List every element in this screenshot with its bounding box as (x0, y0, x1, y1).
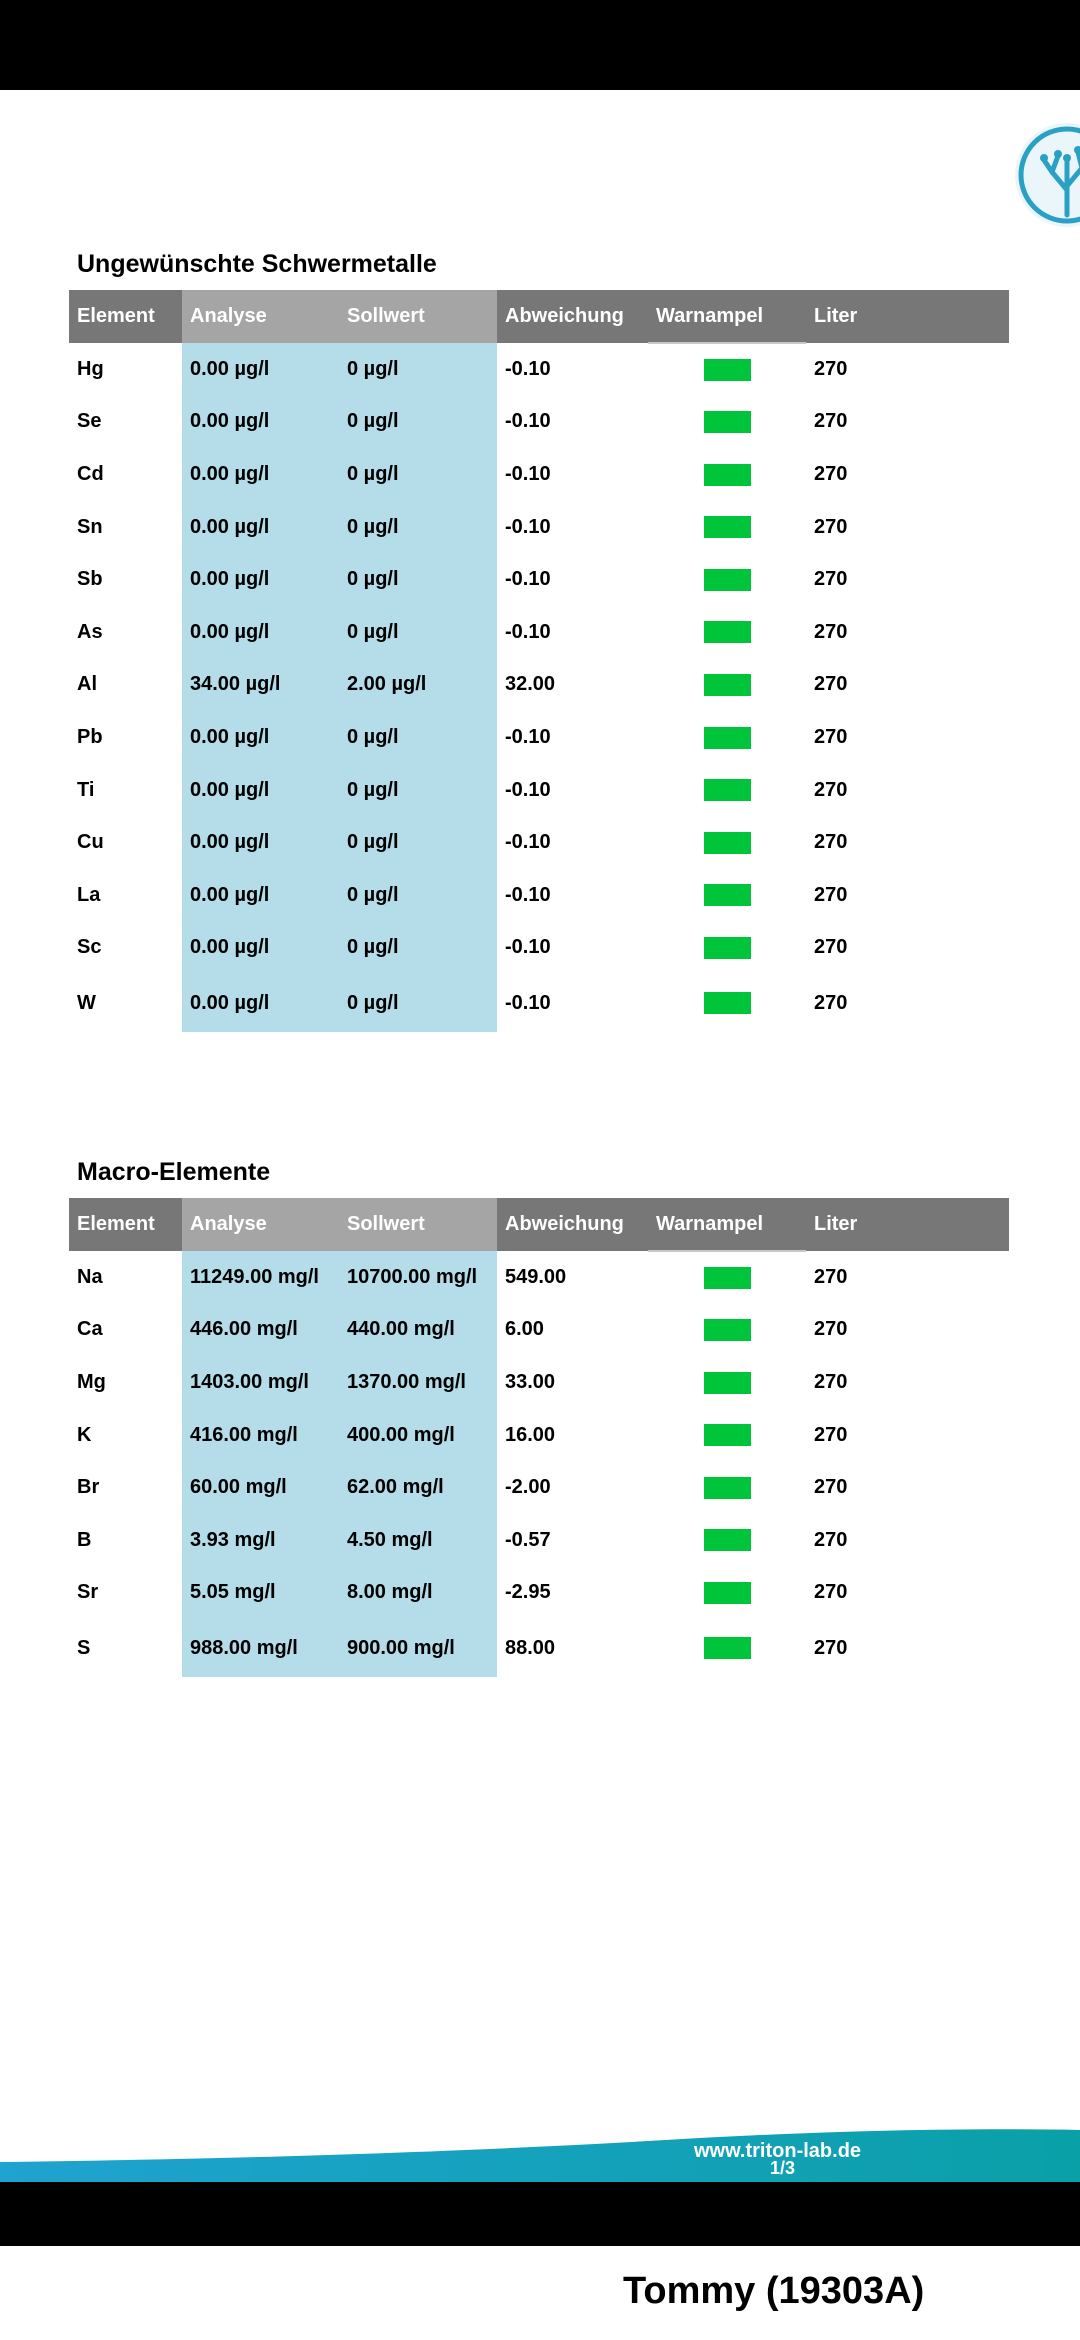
cell-element: Al (77, 673, 97, 696)
cell-liter: 270 (814, 357, 848, 380)
cell-element: Sb (77, 568, 103, 591)
cell-warnampel (648, 1567, 806, 1620)
cell-sollwert: 0 µg/l (339, 869, 497, 922)
table-row (69, 816, 1009, 869)
cell-analyse: 0.00 µg/l (182, 396, 339, 449)
cell-element: S (77, 1636, 91, 1659)
document-caption: Tommy (19303A) (623, 2270, 925, 2312)
cell-liter: 270 (814, 1423, 848, 1446)
warning-light-green (704, 569, 751, 591)
cell-liter: 270 (814, 1265, 848, 1288)
cell-analyse: 0.00 µg/l (182, 343, 339, 396)
cell-sollwert: 0 µg/l (339, 343, 497, 396)
cell-element: K (77, 1423, 92, 1446)
cell-warnampel (648, 553, 806, 606)
table-row (69, 553, 1009, 606)
cell-sollwert: 2.00 µg/l (339, 659, 497, 712)
cell-liter: 270 (814, 1581, 848, 1604)
cell-warnampel (648, 711, 806, 764)
header-liter: Liter (806, 1198, 1009, 1251)
warning-light-green (704, 1319, 751, 1341)
cell-warnampel (648, 764, 806, 817)
header-warnampel: Warnampel (648, 290, 806, 343)
warning-light-green (704, 779, 751, 801)
warning-light-green (704, 359, 751, 381)
cell-sollwert: 0 µg/l (339, 711, 497, 764)
cell-abweichung: -2.00 (505, 1476, 551, 1499)
cell-element: Sr (77, 1581, 99, 1604)
table-row (69, 764, 1009, 817)
cell-abweichung: -0.57 (505, 1528, 551, 1551)
cell-sollwert: 4.50 mg/l (339, 1514, 497, 1567)
cell-warnampel (648, 1409, 806, 1462)
table-row (69, 343, 1009, 396)
cell-liter: 270 (814, 1476, 848, 1499)
footer-page-number: 1/3 (770, 2158, 796, 2178)
cell-element: Na (77, 1265, 103, 1288)
cell-liter: 270 (814, 831, 848, 854)
cell-element: Sc (77, 936, 102, 959)
cell-warnampel (648, 396, 806, 449)
cell-abweichung: -0.10 (505, 778, 551, 801)
cell-liter: 270 (814, 462, 848, 485)
cell-warnampel (648, 1251, 806, 1304)
cell-sollwert: 0 µg/l (339, 974, 497, 1032)
cell-sollwert: 0 µg/l (339, 396, 497, 449)
warning-light-green (704, 832, 751, 854)
cell-liter: 270 (814, 1636, 848, 1659)
table-row (69, 606, 1009, 659)
cell-liter: 270 (814, 936, 848, 959)
cell-liter: 270 (814, 1318, 848, 1341)
cell-element: Ti (77, 778, 95, 801)
cell-warnampel (648, 816, 806, 869)
cell-analyse: 0.00 µg/l (182, 606, 339, 659)
cell-analyse: 0.00 µg/l (182, 869, 339, 922)
cell-sollwert: 0 µg/l (339, 816, 497, 869)
cell-warnampel (648, 1304, 806, 1357)
cell-abweichung: 88.00 (505, 1636, 556, 1659)
header-abweichung: Abweichung (497, 1198, 648, 1251)
cell-abweichung: -0.10 (505, 991, 551, 1014)
cell-analyse: 0.00 µg/l (182, 764, 339, 817)
cell-warnampel (648, 1356, 806, 1409)
table-row (69, 869, 1009, 922)
cell-liter: 270 (814, 991, 848, 1014)
header-abweichung: Abweichung (497, 290, 648, 343)
cell-warnampel (648, 448, 806, 501)
table-row (69, 396, 1009, 449)
cell-sollwert: 0 µg/l (339, 553, 497, 606)
cell-liter: 270 (814, 410, 848, 433)
table-row (69, 659, 1009, 712)
cell-analyse: 11249.00 mg/l (182, 1251, 339, 1304)
cell-sollwert: 0 µg/l (339, 606, 497, 659)
table-row (69, 711, 1009, 764)
warning-light-green (704, 937, 751, 959)
table-row (69, 1304, 1009, 1357)
warning-light-green (704, 674, 751, 696)
caption-area (0, 2246, 1080, 2340)
table-row (69, 922, 1009, 975)
cell-abweichung: -0.10 (505, 568, 551, 591)
header-liter: Liter (806, 290, 1009, 343)
warning-light-green (704, 992, 751, 1014)
cell-liter: 270 (814, 673, 848, 696)
table-row (69, 1567, 1009, 1620)
cell-warnampel (648, 1514, 806, 1567)
cell-element: Pb (77, 725, 103, 748)
cell-sollwert: 400.00 mg/l (339, 1409, 497, 1462)
header-sollwert: Sollwert (339, 290, 497, 343)
cell-abweichung: 549.00 (505, 1265, 567, 1288)
table-row (69, 1619, 1009, 1677)
warning-light-green (704, 1637, 751, 1659)
top-black-bar (0, 0, 1080, 90)
cell-warnampel (648, 1619, 806, 1677)
cell-analyse: 0.00 µg/l (182, 553, 339, 606)
header-warnampel: Warnampel (648, 1198, 806, 1251)
cell-liter: 270 (814, 883, 848, 906)
warning-light-green (704, 884, 751, 906)
table-row (69, 1461, 1009, 1514)
cell-liter: 270 (814, 568, 848, 591)
cell-abweichung: -0.10 (505, 357, 551, 380)
cell-element: W (77, 991, 96, 1014)
cell-analyse: 0.00 µg/l (182, 711, 339, 764)
warning-light-green (704, 516, 751, 538)
cell-analyse: 60.00 mg/l (182, 1461, 339, 1514)
warning-light-green (704, 411, 751, 433)
section-title-heavy-metals: Ungewünschte Schwermetalle (77, 250, 437, 278)
table-header-row (69, 1198, 1009, 1251)
table-row (69, 1409, 1009, 1462)
coral-logo-icon (1012, 120, 1080, 230)
cell-analyse: 416.00 mg/l (182, 1409, 339, 1462)
cell-element: Ca (77, 1318, 103, 1341)
cell-abweichung: -0.10 (505, 936, 551, 959)
cell-abweichung: 33.00 (505, 1370, 556, 1393)
warning-light-green (704, 621, 751, 643)
cell-element: Cd (77, 462, 104, 485)
cell-abweichung: 16.00 (505, 1423, 556, 1446)
cell-analyse: 0.00 µg/l (182, 501, 339, 554)
cell-sollwert: 0 µg/l (339, 922, 497, 975)
cell-element: Cu (77, 831, 104, 854)
cell-analyse: 34.00 µg/l (182, 659, 339, 712)
cell-sollwert: 10700.00 mg/l (339, 1251, 497, 1304)
cell-warnampel (648, 922, 806, 975)
cell-liter: 270 (814, 1528, 848, 1551)
cell-element: Sn (77, 515, 103, 538)
cell-warnampel (648, 343, 806, 396)
cell-warnampel (648, 501, 806, 554)
warning-light-green (704, 1424, 751, 1446)
cell-liter: 270 (814, 620, 848, 643)
cell-abweichung: 6.00 (505, 1318, 544, 1341)
table-row (69, 501, 1009, 554)
cell-analyse: 3.93 mg/l (182, 1514, 339, 1567)
cell-element: La (77, 883, 101, 906)
cell-abweichung: -0.10 (505, 725, 551, 748)
cell-sollwert: 62.00 mg/l (339, 1461, 497, 1514)
cell-liter: 270 (814, 778, 848, 801)
macro-elements-table (69, 1198, 1009, 1677)
cell-element: B (77, 1528, 92, 1551)
warning-light-green (704, 727, 751, 749)
heavy-metals-table (69, 290, 1009, 1032)
warning-light-green (704, 1372, 751, 1394)
table-row (69, 1356, 1009, 1409)
header-sollwert: Sollwert (339, 1198, 497, 1251)
cell-analyse: 0.00 µg/l (182, 922, 339, 975)
warning-light-green (704, 1267, 751, 1289)
header-element: Element (69, 290, 182, 343)
warning-light-green (704, 1477, 751, 1499)
cell-warnampel (648, 1461, 806, 1514)
cell-warnampel (648, 974, 806, 1032)
cell-liter: 270 (814, 725, 848, 748)
header-analyse: Analyse (182, 1198, 339, 1251)
cell-sollwert: 900.00 mg/l (339, 1619, 497, 1677)
header-analyse: Analyse (182, 290, 339, 343)
cell-analyse: 0.00 µg/l (182, 974, 339, 1032)
warning-light-green (704, 464, 751, 486)
cell-sollwert: 0 µg/l (339, 764, 497, 817)
cell-analyse: 1403.00 mg/l (182, 1356, 339, 1409)
table-header-row (69, 290, 1009, 343)
cell-abweichung: -0.10 (505, 883, 551, 906)
cell-sollwert: 0 µg/l (339, 448, 497, 501)
cell-analyse: 0.00 µg/l (182, 816, 339, 869)
cell-abweichung: -0.10 (505, 462, 551, 485)
cell-element: Hg (77, 357, 104, 380)
cell-abweichung: -2.95 (505, 1581, 551, 1604)
cell-element: Se (77, 410, 102, 433)
cell-liter: 270 (814, 1370, 848, 1393)
section-title-macro-elements: Macro-Elemente (77, 1158, 271, 1186)
cell-sollwert: 8.00 mg/l (339, 1567, 497, 1620)
cell-element: Mg (77, 1370, 106, 1393)
warning-light-green (704, 1529, 751, 1551)
cell-sollwert: 0 µg/l (339, 501, 497, 554)
table-row (69, 974, 1009, 1032)
cell-analyse: 988.00 mg/l (182, 1619, 339, 1677)
report-page (0, 90, 1080, 2182)
cell-abweichung: -0.10 (505, 515, 551, 538)
cell-sollwert: 1370.00 mg/l (339, 1356, 497, 1409)
cell-abweichung: -0.10 (505, 831, 551, 854)
table-row (69, 1514, 1009, 1567)
cell-analyse: 0.00 µg/l (182, 448, 339, 501)
table-row (69, 448, 1009, 501)
cell-abweichung: -0.10 (505, 410, 551, 433)
footer-url-link[interactable]: www.triton-lab.de (694, 2140, 862, 2162)
cell-analyse: 5.05 mg/l (182, 1567, 339, 1620)
header-element: Element (69, 1198, 182, 1251)
cell-element: As (77, 620, 103, 643)
cell-sollwert: 440.00 mg/l (339, 1304, 497, 1357)
bottom-black-bar (0, 2182, 1080, 2246)
footer-wave (0, 2120, 1080, 2182)
cell-warnampel (648, 869, 806, 922)
warning-light-green (704, 1582, 751, 1604)
cell-analyse: 446.00 mg/l (182, 1304, 339, 1357)
cell-warnampel (648, 659, 806, 712)
cell-warnampel (648, 606, 806, 659)
cell-liter: 270 (814, 515, 848, 538)
cell-abweichung: 32.00 (505, 673, 556, 696)
table-row (69, 1251, 1009, 1304)
cell-abweichung: -0.10 (505, 620, 551, 643)
cell-element: Br (77, 1476, 100, 1499)
